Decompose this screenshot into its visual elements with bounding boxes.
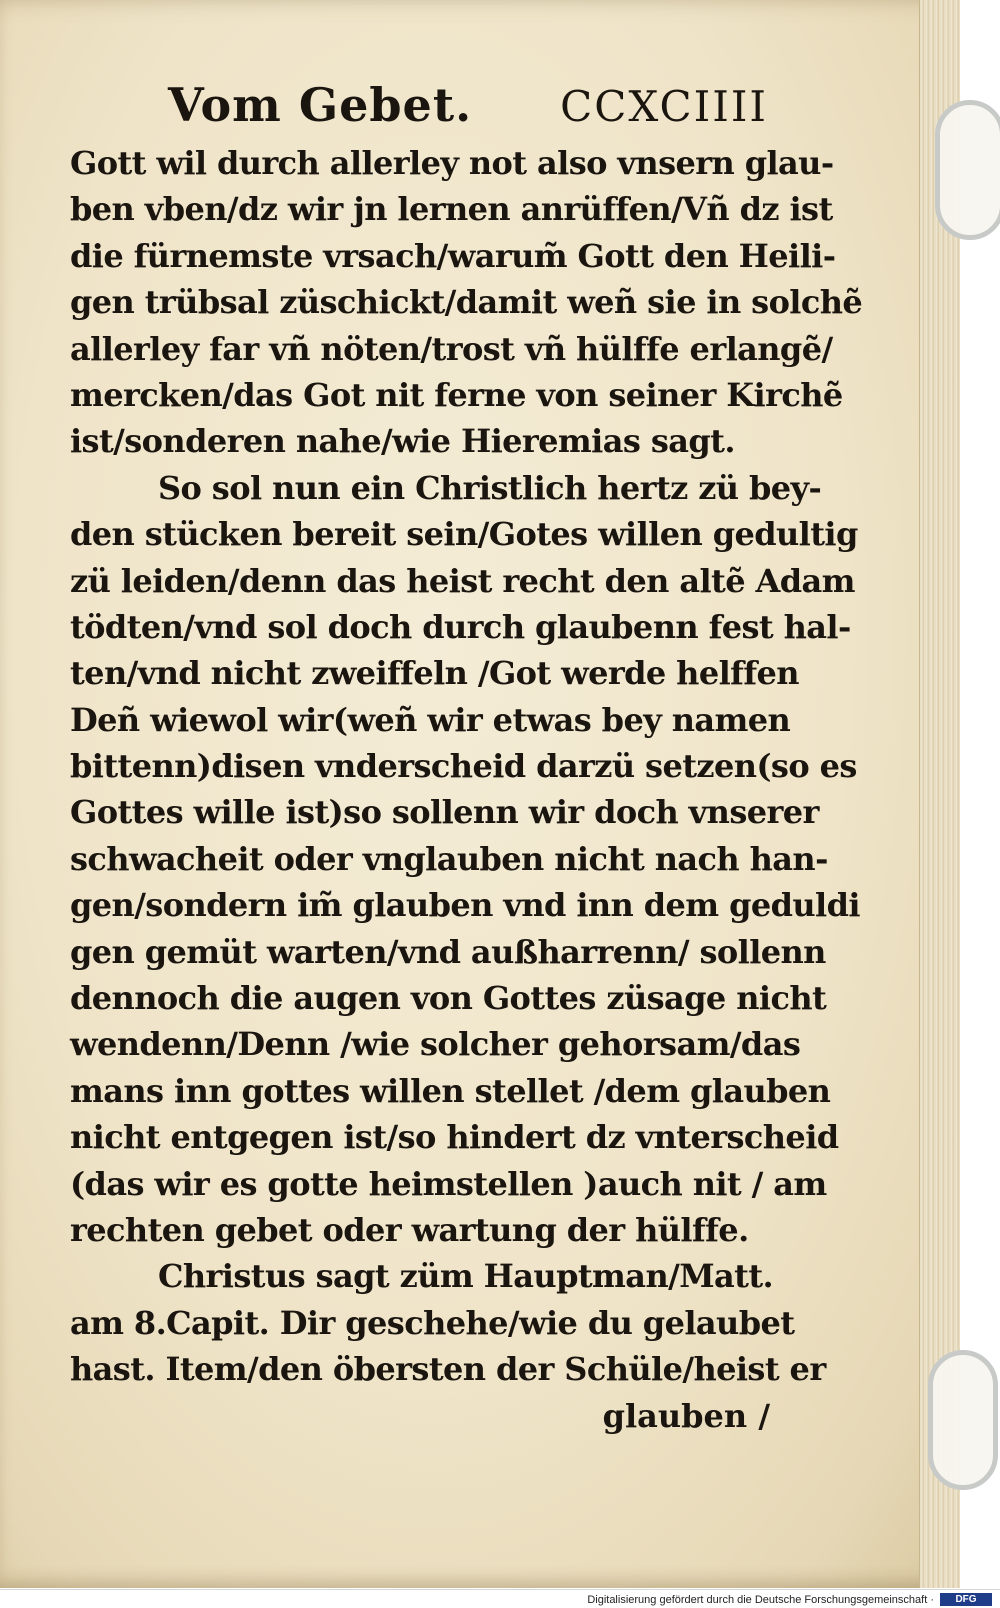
funding-credit: Digitalisierung gefördert durch die Deutsche Forschungsgemeinschaft · <box>587 1594 934 1606</box>
text-line: wendenn/Denn /wie solcher gehorsam/das <box>70 1025 801 1064</box>
text-line: Gottes wille ist)so sollenn wir doch vnserer <box>70 793 819 832</box>
folio-number: CCXCIIII <box>560 82 768 131</box>
body-text <box>70 140 863 1393</box>
text-line: ten/vnd nicht zweiffeln /Got werde helffen <box>70 654 799 693</box>
text-line: zü leiden/denn das heist recht den altẽ Adam <box>70 561 855 600</box>
text-line: mans inn gottes willen stellet /dem glauben <box>70 1071 831 1110</box>
running-head-title: Vom Gebet. <box>168 78 473 132</box>
text-line: schwacheit oder vnglauben nicht nach han- <box>70 839 828 878</box>
page-tab-top <box>935 100 1000 240</box>
text-line: (das wir es gotte heimstellen )auch nit / am <box>70 1164 827 1203</box>
text-line: rechten gebet oder wartung der hülffe. <box>70 1210 749 1249</box>
text-line: gen/sondern im̃ glauben vnd inn dem geduldi <box>70 886 860 925</box>
text-line: Gott wil durch allerley not also vnsern glau- <box>70 144 834 182</box>
text-line: allerley far vñ nöten/trost vñ hülffe erlangẽ/ <box>70 329 833 368</box>
text-line: bittenn)disen vnderscheid darzü setzen(so es <box>70 747 857 786</box>
text-line: ben vben/dz wir jn lernen anrüffen/Vñ dz ist <box>70 190 833 229</box>
text-block <box>70 78 863 1439</box>
text-line: So sol nun ein Christlich hertz zü bey- <box>158 468 822 507</box>
text-line: ist/sonderen nahe/wie Hieremias sagt. <box>70 422 735 461</box>
text-line: den stücken bereit sein/Gotes willen gedultig <box>70 515 858 554</box>
dfg-logo: DFG <box>940 1593 992 1606</box>
page-edge <box>919 0 960 1588</box>
digitization-footer <box>0 1589 1000 1608</box>
text-line: tödten/vnd sol doch durch glaubenn fest hal- <box>70 607 851 646</box>
running-head <box>168 78 768 138</box>
text-line: hast. Item/den öbersten der Schüle/heist er <box>70 1350 826 1389</box>
catchword: glauben / <box>602 1396 770 1435</box>
text-line: Deñ wiewol wir(weñ wir etwas bey namen <box>70 700 791 739</box>
text-line: die fürnemste vrsach/warum̃ Gott den Heili- <box>70 236 836 275</box>
text-line: gen trübsal züschickt/damit weñ sie in solchẽ <box>70 283 863 322</box>
text-line: Christus sagt züm Hauptman/Matt. <box>158 1257 774 1296</box>
text-line: dennoch die augen von Gottes züsage nicht <box>70 979 827 1018</box>
text-line: nicht entgegen ist/so hindert dz vnterscheid <box>70 1118 839 1157</box>
page-tab-bottom <box>928 1350 998 1490</box>
text-line: am 8.Capit. Dir geschehe/wie du gelaubet <box>70 1303 795 1342</box>
text-line: gen gemüt warten/vnd außharrenn/ sollenn <box>70 932 826 971</box>
text-line: mercken/das Got nit ferne von seiner Kirchẽ <box>70 375 843 414</box>
